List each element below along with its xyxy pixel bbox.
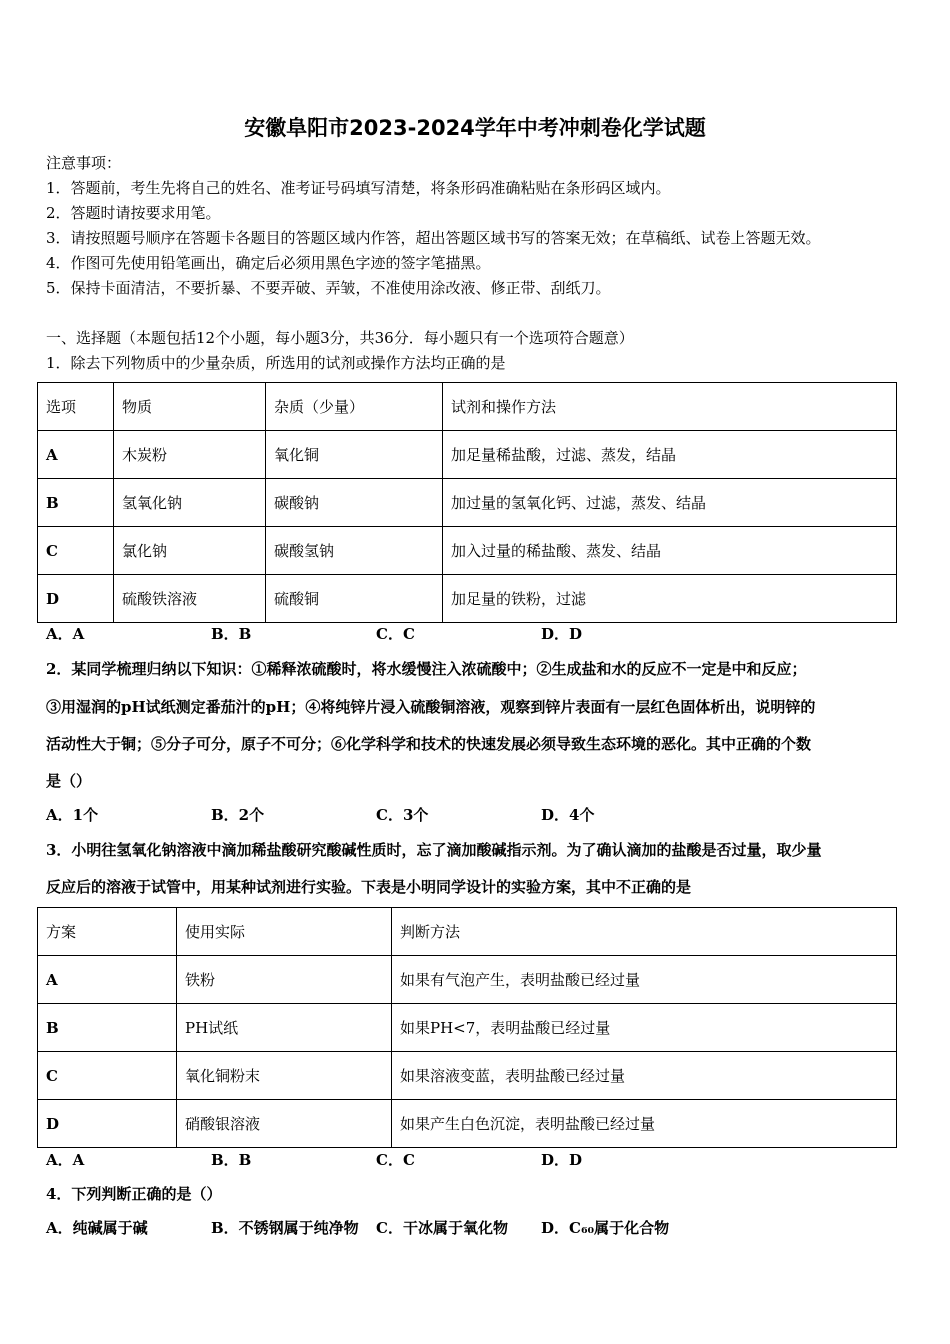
q1-table xyxy=(37,382,897,623)
cell: 如果溶液变蓝，表明盐酸已经过量 xyxy=(392,1052,897,1100)
table-row xyxy=(38,431,897,479)
cell: A xyxy=(38,956,177,1004)
table-header-row xyxy=(38,908,897,956)
q4-option-d: D．C₆₀属于化合物 xyxy=(541,1219,670,1237)
header-cell: 物质 xyxy=(114,383,266,431)
cell: D xyxy=(38,1100,177,1148)
cell: 氢氧化钠 xyxy=(114,479,266,527)
cell: 硝酸银溶液 xyxy=(177,1100,392,1148)
cell: A xyxy=(38,431,114,479)
q3-option-c: C．C xyxy=(376,1151,415,1169)
cell: 如果PH<7，表明盐酸已经过量 xyxy=(392,1004,897,1052)
note-item: 1．答题前，考生先将自己的姓名、准考证号码填写清楚，将条形码准确粘贴在条形码区域内。 xyxy=(46,179,671,197)
q4-stem: 4．下列判断正确的是（） xyxy=(46,1185,222,1203)
q1-option-d: D．D xyxy=(541,625,583,643)
table-row xyxy=(38,1004,897,1052)
q2-option-d: D．4个 xyxy=(541,806,595,824)
table-row xyxy=(38,479,897,527)
cell: 如果有气泡产生，表明盐酸已经过量 xyxy=(392,956,897,1004)
q1-stem: 1．除去下列物质中的少量杂质，所选用的试剂或操作方法均正确的是 xyxy=(46,354,506,372)
cell: 硫酸铜 xyxy=(266,575,443,623)
note-item: 5．保持卡面清洁，不要折暴、不要弄破、弄皱，不准使用涂改液、修正带、刮纸刀。 xyxy=(46,279,611,297)
cell: 木炭粉 xyxy=(114,431,266,479)
cell: 加足量稀盐酸，过滤、蒸发，结晶 xyxy=(443,431,897,479)
cell: 硫酸铁溶液 xyxy=(114,575,266,623)
q2-line: ③用湿润的pH试纸测定番茄汁的pH；④将纯锌片浸入硫酸铜溶液，观察到锌片表面有一层红色固体析出，说明锌的 xyxy=(46,698,816,716)
q3-option-b: B．B xyxy=(211,1151,252,1169)
cell: C xyxy=(38,527,114,575)
cell: 氯化钠 xyxy=(114,527,266,575)
header-cell: 判断方法 xyxy=(392,908,897,956)
notes-heading: 注意事项： xyxy=(46,154,122,172)
header-cell: 杂质（少量） xyxy=(266,383,443,431)
table-row xyxy=(38,1100,897,1148)
cell: 加足量的铁粉，过滤 xyxy=(443,575,897,623)
q2-option-b: B．2个 xyxy=(211,806,265,824)
cell: PH试纸 xyxy=(177,1004,392,1052)
cell: 铁粉 xyxy=(177,956,392,1004)
q2-option-a: A．1个 xyxy=(46,806,99,824)
cell: 碳酸氢钠 xyxy=(266,527,443,575)
q3-line: 反应后的溶液于试管中，用某种试剂进行实验。下表是小明同学设计的实验方案，其中不正确的是 xyxy=(46,878,692,896)
q3-option-d: D．D xyxy=(541,1151,583,1169)
section-heading: 一、选择题（本题包括12个小题，每小题3分，共36分．每小题只有一个选项符合题意） xyxy=(46,329,634,347)
note-item: 3．请按照题号顺序在答题卡各题目的答题区域内作答，超出答题区域书写的答案无效；在草稿纸、试卷上答题无效。 xyxy=(46,229,821,247)
q4-option-a: A．纯碱属于碱 xyxy=(46,1219,148,1237)
q2-line: 是（） xyxy=(46,772,92,790)
cell: 氧化铜粉末 xyxy=(177,1052,392,1100)
table-row xyxy=(38,527,897,575)
q4-option-b: B．不锈钢属于纯净物 xyxy=(211,1219,359,1237)
q1-option-a: A．A xyxy=(46,625,85,643)
note-item: 4．作图可先使用铅笔画出，确定后必须用黑色字迹的签字笔描黑。 xyxy=(46,254,491,272)
header-cell: 方案 xyxy=(38,908,177,956)
header-cell: 试剂和操作方法 xyxy=(443,383,897,431)
cell: 加入过量的稀盐酸、蒸发、结晶 xyxy=(443,527,897,575)
q3-table xyxy=(37,907,897,1148)
q2-option-c: C．3个 xyxy=(376,806,429,824)
cell: C xyxy=(38,1052,177,1100)
cell: 加过量的氢氧化钙、过滤，蒸发、结晶 xyxy=(443,479,897,527)
q2-line: 活动性大于铜；⑤分子可分，原子不可分；⑥化学科学和技术的快速发展必须导致生态环境的恶化。其中正确的个数 xyxy=(46,735,812,753)
table-header-row xyxy=(38,383,897,431)
cell: D xyxy=(38,575,114,623)
cell: 氧化铜 xyxy=(266,431,443,479)
cell: B xyxy=(38,1004,177,1052)
q4-option-c: C．干冰属于氧化物 xyxy=(376,1219,508,1237)
cell: 碳酸钠 xyxy=(266,479,443,527)
header-cell: 使用实际 xyxy=(177,908,392,956)
q3-line: 3．小明往氢氧化钠溶液中滴加稀盐酸研究酸碱性质时，忘了滴加酸碱指示剂。为了确认滴加的盐酸是否过量，取少量 xyxy=(46,841,822,859)
q2-line: 2．某同学梳理归纳以下知识：①稀释浓硫酸时，将水缓慢注入浓硫酸中；②生成盐和水的反应不一定是中和反应； xyxy=(46,660,807,678)
table-row xyxy=(38,956,897,1004)
page-title: 安徽阜阳市2023-2024学年中考冲刺卷化学试题 xyxy=(244,116,706,140)
q1-option-b: B．B xyxy=(211,625,252,643)
cell: 如果产生白色沉淀，表明盐酸已经过量 xyxy=(392,1100,897,1148)
table-row xyxy=(38,1052,897,1100)
header-cell: 选项 xyxy=(38,383,114,431)
cell: B xyxy=(38,479,114,527)
q3-option-a: A．A xyxy=(46,1151,85,1169)
note-item: 2．答题时请按要求用笔。 xyxy=(46,204,221,222)
table-row xyxy=(38,575,897,623)
q1-option-c: C．C xyxy=(376,625,415,643)
